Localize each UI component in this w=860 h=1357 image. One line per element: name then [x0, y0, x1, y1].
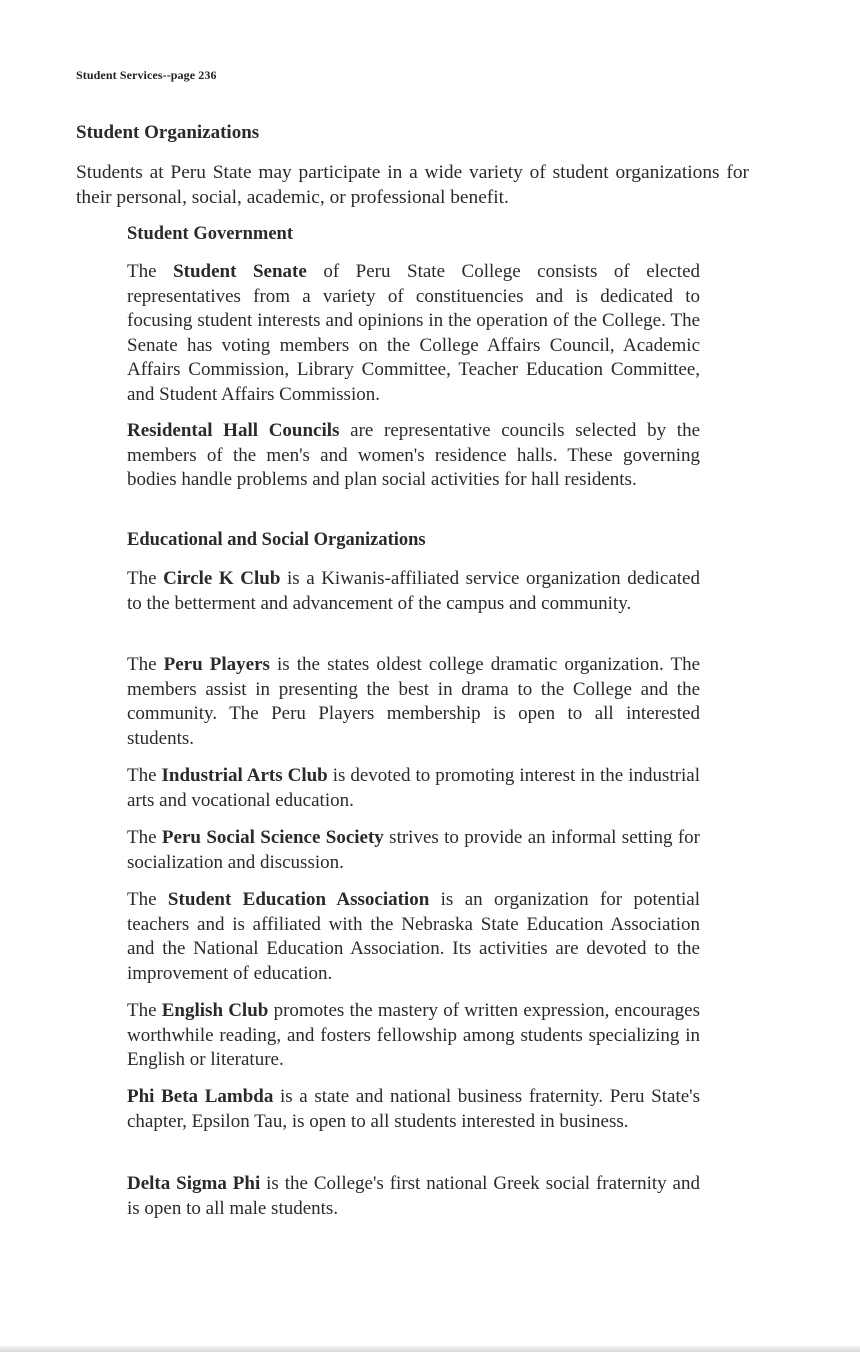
- scan-edge-shadow: [0, 1346, 860, 1352]
- paragraph-student-education-association: The Student Education Association is an organization for potential teachers and is affiliated with the Nebraska State Education Association and the National Education Association. Its activities are devoted to the improvement of education.: [127, 889, 700, 984]
- intro-paragraph: Students at Peru State may participate in a wide variety of student organizations for their personal, social, academic, or professional benefit.: [76, 162, 749, 208]
- org-name: Peru Social Science Society: [161, 827, 384, 848]
- org-name: Student Senate: [173, 261, 307, 282]
- section-title: Student Organizations: [76, 122, 260, 143]
- org-name: Phi Beta Lambda: [127, 1086, 274, 1107]
- paragraph-delta-sigma-phi: Delta Sigma Phi is the College's first national Greek social fraternity and is open to all male students.: [127, 1173, 700, 1219]
- org-name: Residental Hall Councils: [127, 420, 340, 441]
- org-name: Peru Players: [163, 654, 270, 675]
- paragraph-student-senate: The Student Senate of Peru State College consists of elected representatives from a variety of constituencies and is dedicated to focusing student interests and opinions in the operation of the College. The Senate has voting members on the College Affairs Council, Academic Affairs Commission, Library Committee, Teacher Education Committee, and Student Affairs Commission.: [127, 261, 700, 405]
- paragraph-circle-k: The Circle K Club is a Kiwanis-affiliated service organization dedicated to the betterment and advancement of the campus and community.: [127, 568, 700, 614]
- paragraph-industrial-arts: The Industrial Arts Club is devoted to promoting interest in the industrial arts and vocational education.: [127, 765, 700, 811]
- subhead-student-government: Student Government: [127, 224, 293, 244]
- running-head: Student Services--page 236: [76, 68, 217, 82]
- paragraph-peru-players: The Peru Players is the states oldest college dramatic organization. The members assist in presenting the best in drama to the College and the community. The Peru Players membership is open to all interested students.: [127, 654, 701, 749]
- org-name: English Club: [161, 1000, 269, 1021]
- org-name: Circle K Club: [163, 568, 281, 589]
- org-name: Industrial Arts Club: [161, 765, 328, 786]
- org-name: Delta Sigma Phi: [127, 1173, 261, 1194]
- paragraph-hall-councils: Residental Hall Councils are representative councils selected by the members of the men's and women's residence halls. These governing bodies handle problems and plan social activities for hall residents.: [127, 420, 701, 491]
- paragraph-phi-beta-lambda: Phi Beta Lambda is a state and national business fraternity. Peru State's chapter, Epsilon Tau, is open to all students interested in business.: [127, 1086, 700, 1132]
- paragraph-english-club: The English Club promotes the mastery of written expression, encourages worthwhile reading, and fosters fellowship among students specializing in English or literature.: [127, 1000, 700, 1071]
- paragraph-social-science: The Peru Social Science Society strives to provide an informal setting for socialization and discussion.: [127, 827, 700, 873]
- org-name: Student Education Association: [167, 889, 430, 910]
- subhead-educational-social: Educational and Social Organizations: [127, 530, 426, 550]
